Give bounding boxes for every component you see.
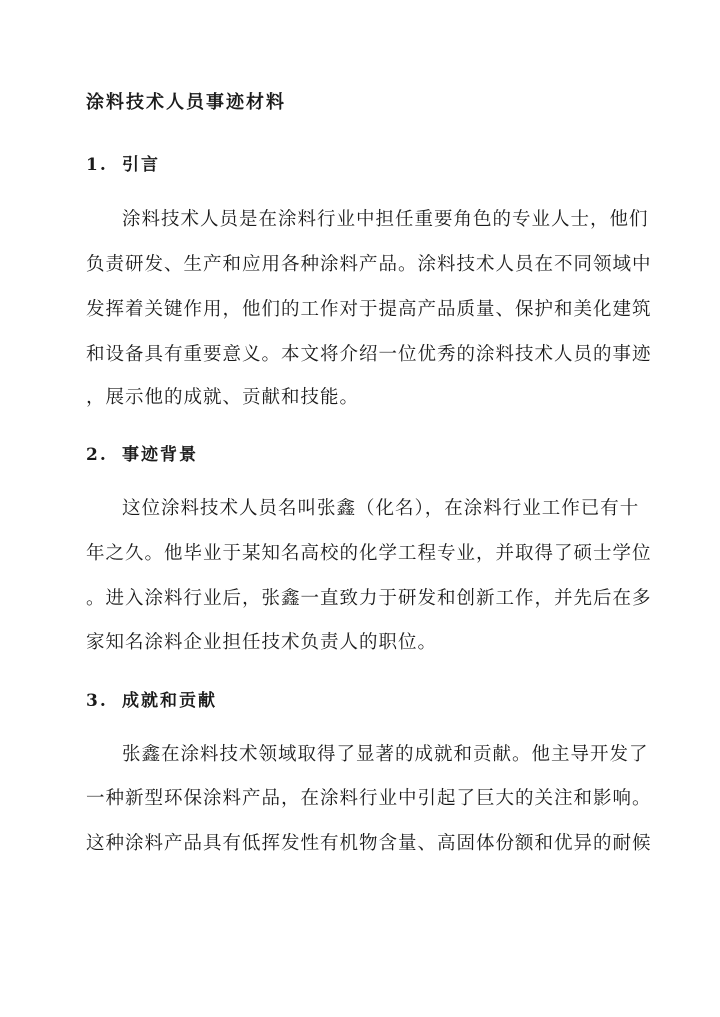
section-title: 成就和贡献 bbox=[122, 691, 217, 711]
paragraph-line: ，展示他的成就、贡献和技能。 bbox=[86, 387, 360, 408]
section-heading-background bbox=[86, 440, 198, 465]
section-heading-introduction bbox=[86, 150, 160, 175]
document-title: 涂料技术人员事迹材料 bbox=[86, 92, 286, 113]
section-number: 1. bbox=[86, 155, 108, 175]
section-title: 引言 bbox=[122, 155, 160, 175]
paragraph-line: 一种新型环保涂料产品，在涂料行业中引起了巨大的关注和影响。 bbox=[86, 788, 652, 809]
paragraph-line: 家知名涂料企业担任技术负责人的职位。 bbox=[86, 632, 438, 653]
paragraph-line: 这种涂料产品具有低挥发性有机物含量、高固体份额和优异的耐候 bbox=[86, 833, 652, 854]
paragraph-line: 发挥着关键作用，他们的工作对于提高产品质量、保护和美化建筑 bbox=[86, 299, 652, 320]
paragraph-line: 和设备具有重要意义。本文将介绍一位优秀的涂料技术人员的事迹 bbox=[86, 344, 652, 365]
section-number: 2. bbox=[86, 445, 108, 465]
paragraph-line: 涂料技术人员是在涂料行业中担任重要角色的专业人士，他们 bbox=[122, 209, 649, 230]
paragraph-line: 负责研发、生产和应用各种涂料产品。涂料技术人员在不同领域中 bbox=[86, 254, 652, 275]
section-heading-achievements bbox=[86, 686, 217, 711]
paragraph-line: 这位涂料技术人员名叫张鑫（化名），在涂料行业工作已有十 bbox=[122, 498, 640, 519]
section-number: 3. bbox=[86, 691, 108, 711]
section-title: 事迹背景 bbox=[122, 445, 198, 465]
paragraph-line: 。进入涂料行业后，张鑫一直致力于研发和创新工作，并先后在多 bbox=[86, 588, 652, 609]
paragraph-line: 张鑫在涂料技术领域取得了显著的成就和贡献。他主导开发了 bbox=[122, 744, 649, 765]
paragraph-line: 年之久。他毕业于某知名高校的化学工程专业，并取得了硕士学位 bbox=[86, 543, 652, 564]
